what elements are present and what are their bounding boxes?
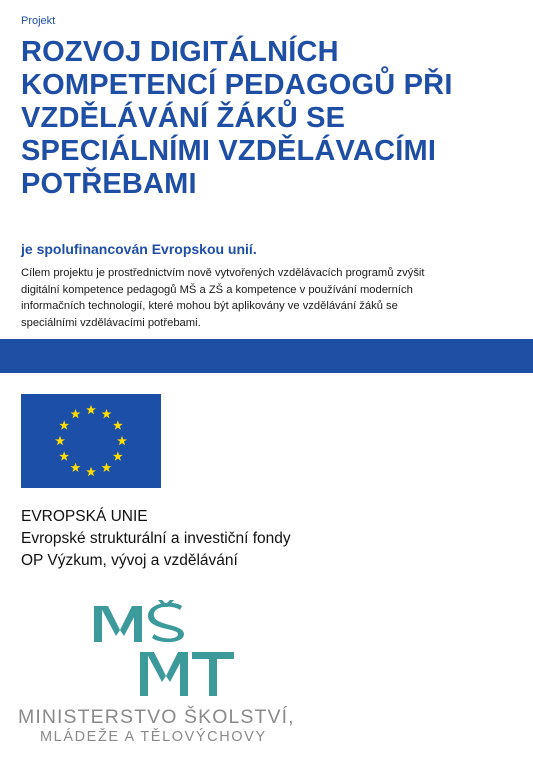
msmt-logo-icon: [88, 600, 238, 700]
ministry-name: [18, 706, 318, 747]
description-line: digitální kompetence pedagogů MŠ a ZŠ a kompetence v používání moderních: [21, 283, 413, 296]
eu-line: EVROPSKÁ UNIE: [21, 508, 148, 525]
ministry-line-2: MLÁDEŽE A TĚLOVÝCHOVY: [40, 729, 267, 745]
eu-line: OP Výzkum, vývoj a vzdělávání: [21, 552, 238, 569]
project-description: [21, 265, 501, 331]
ministry-line-1: MINISTERSTVO ŠKOLSTVÍ,: [18, 706, 295, 728]
title-line: ROZVOJ DIGITÁLNÍCH: [21, 36, 339, 68]
eu-flag-icon: [21, 394, 161, 488]
description-line: speciálními vzdělávacími potřebami.: [21, 316, 201, 329]
description-line: Cílem projektu je prostřednictvím nově vytvořených vzdělávacích programů zvýšit: [21, 267, 425, 279]
title-line: POTŘEBAMI: [21, 168, 197, 200]
description-line: informačních technologií, které mohou být aplikovány ve vzdělávání žáků se: [21, 300, 398, 312]
eu-funding-text: [21, 506, 291, 572]
title-line: VZDĚLÁVÁNÍ ŽÁKŮ SE: [21, 102, 346, 134]
eu-line: Evropské strukturální a investiční fondy: [21, 530, 291, 547]
project-label: Projekt: [21, 15, 56, 27]
blue-divider-band: [0, 339, 533, 373]
title-line: SPECIÁLNÍMI VZDĚLÁVACÍMI: [21, 135, 437, 167]
project-title: [21, 36, 526, 201]
title-line: KOMPETENCÍ PEDAGOGŮ PŘI: [21, 69, 453, 101]
cofinanced-note: je spolufinancován Evropskou unií.: [21, 241, 257, 257]
